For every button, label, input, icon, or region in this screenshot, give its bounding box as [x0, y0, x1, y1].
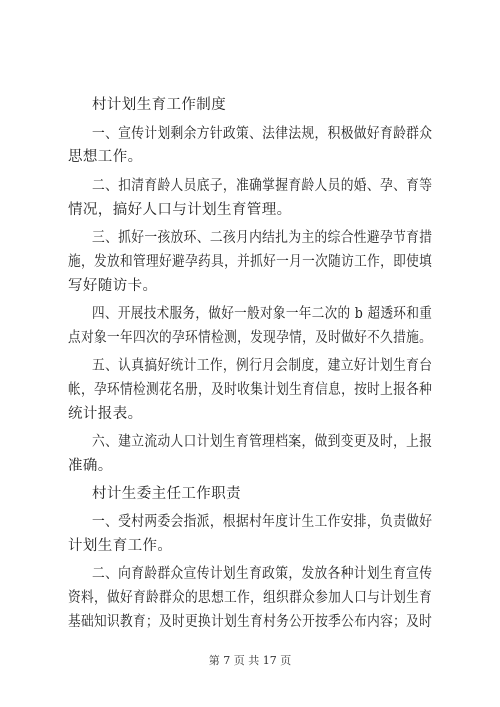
- paragraph-line: 基础知识教育；及时更换计划生育村务公开按季公布内容；及时: [68, 614, 433, 630]
- section-title: 村计生委主任工作职责: [92, 486, 241, 502]
- paragraph-line: 二、向育龄群众宣传计划生育政策，发放各种计划生育宣传: [92, 566, 433, 582]
- paragraph-line: 点对象一年四次的孕环情检测，发现孕情，及时做好不久措施。: [68, 330, 433, 346]
- paragraph-line: 资料，做好育龄群众的思想工作，组织群众参加人口与计划生育: [68, 590, 433, 606]
- paragraph-line: 一、受村两委会指派，根据村年度计生工作安排，负责做好: [92, 514, 433, 530]
- paragraph-line: 思想工作。: [68, 149, 143, 165]
- paragraph-line: 施，发放和管理好避孕药具，并抓好一月一次随访工作，即使填: [68, 254, 433, 270]
- paragraph-line: 一、宣传计划剩余方针政策、法律法规，积极做好育龄群众: [92, 126, 433, 142]
- paragraph-line: 统计报表。: [68, 406, 143, 422]
- section-title: 村计划生育工作制度: [92, 97, 227, 113]
- paragraph-line: 写好随访卡。: [68, 278, 158, 294]
- paragraph-line: 二、扣清育龄人员底子，准确掌握育龄人员的婚、孕、育等: [92, 178, 433, 194]
- paragraph-line: 五、认真搞好统计工作，例行月会制度，建立好计划生育台: [92, 358, 433, 374]
- paragraph-line: 六、建立流动人口计划生育管理档案，做到变更及时，上报: [92, 434, 433, 450]
- paragraph-line: 四、开展技术服务，做好一般对象一年二次的 b 超透环和重: [92, 306, 433, 322]
- paragraph-line: 准确。: [68, 458, 113, 474]
- paragraph-line: 计划生育工作。: [68, 538, 173, 554]
- page-footer: 第 7 页 共 17 页: [208, 654, 292, 667]
- paragraph-line: 三、抓好一孩放环、二孩月内结扎为主的综合性避孕节育措: [92, 230, 433, 246]
- paragraph-line: 情况，搞好人口与计划生育管理。: [68, 202, 292, 218]
- paragraph-line: 帐，孕环情检测花名册，及时收集计划生育信息，按时上报各种: [68, 382, 433, 398]
